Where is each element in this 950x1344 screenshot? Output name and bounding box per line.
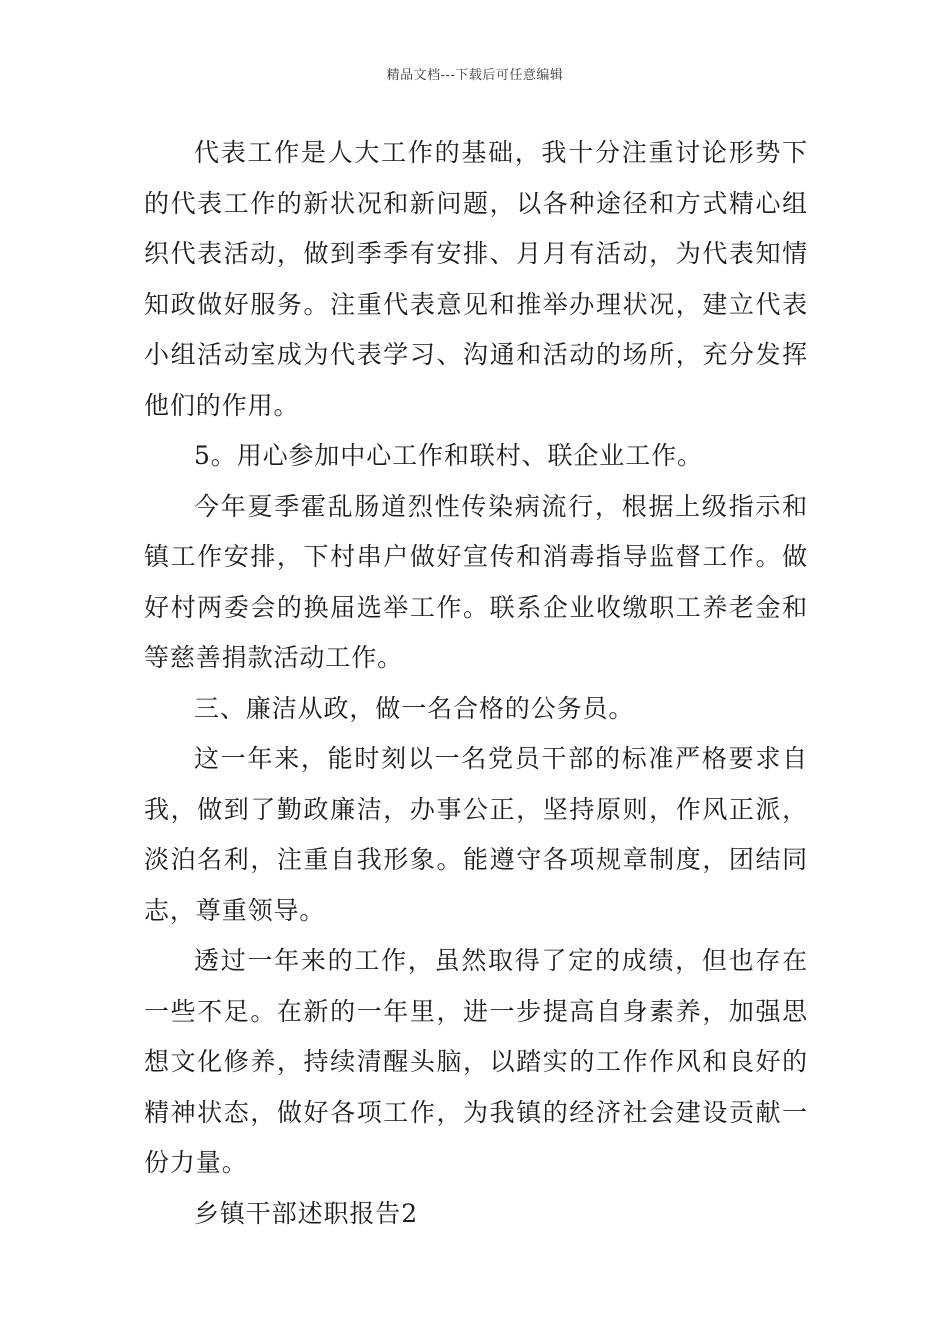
section-heading-3: 三、廉洁从政，做一名合格的公务员。 bbox=[194, 693, 635, 723]
page-header: 精品文档---下载后可任意编辑 bbox=[386, 68, 564, 83]
paragraph-epidemic-work: 今年夏季霍乱肠道烈性传染病流行，根据上级指示和镇工作安排，下村串户做好宣传和消毒指导监督工作。做好村两委会的换届选举工作。联系企业收缴职工养老金和等慈善捐款活动工作。 bbox=[144, 491, 808, 672]
paragraph-integrity: 这一年来，能时刻以一名党员干部的标准严格要求自我，做到了勤政廉洁，办事公正，坚持原则，作风正派，淡泊名利，注重自我形象。能遵守各项规章制度，团结同志，尊重领导。 bbox=[144, 744, 808, 925]
paragraph-item-5: 5。用心参加中心工作和联村、联企业工作。 bbox=[194, 441, 703, 470]
paragraph-representative-work: 代表工作是人大工作的基础，我十分注重讨论形势下的代表工作的新状况和新问题，以各种途径和方式精心组织代表活动，做到季季有安排、月月有活动，为代表知情知政做好服务。注重代表意见和推举办理状况，建立代表小组活动室成为代表学习、沟通和活动的场所，充分发挥他们的作用。 bbox=[144, 138, 808, 420]
paragraph-conclusion: 透过一年来的工作，虽然取得了定的成绩，但也存在一些不足。在新的一年里，进一步提高自身素养，加强思想文化修养，持续清醒头脑，以踏实的工作作风和良好的精神状态，做好各项工作，为我镇的经济社会建设贡献一份力量。 bbox=[144, 946, 808, 1177]
report-title-2: 乡镇干部述职报告2 bbox=[194, 1198, 419, 1228]
document-body bbox=[144, 128, 808, 1239]
